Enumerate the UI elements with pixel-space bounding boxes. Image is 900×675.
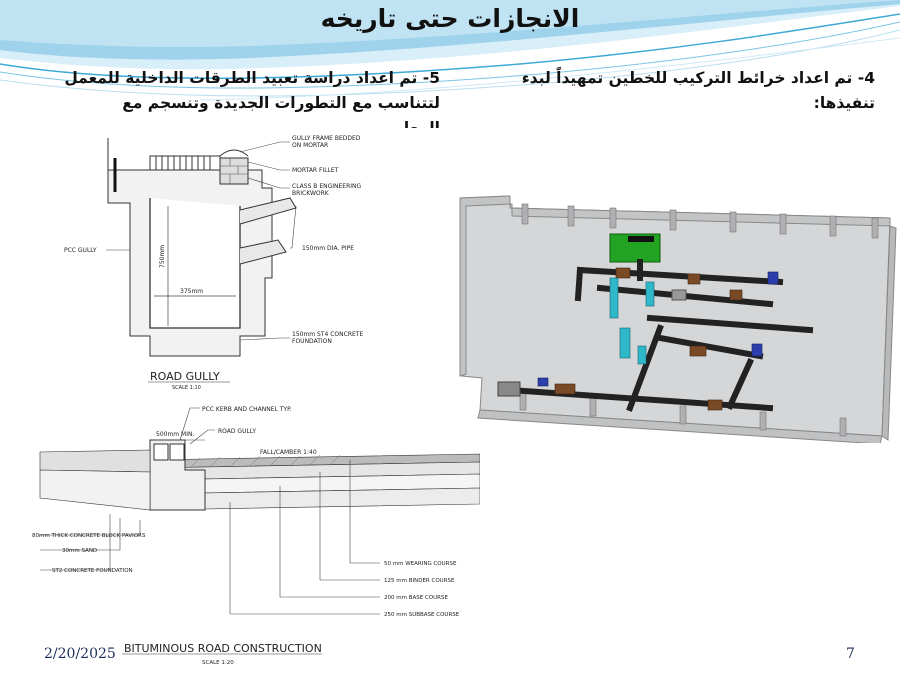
pcc-gully-label: PCC GULLY: [64, 247, 97, 254]
gully-frame-label-2: ON MORTAR: [292, 142, 329, 149]
sand-label: 30mm SAND: [62, 548, 98, 554]
road-gully-scale: SCALE 1:10: [172, 385, 201, 390]
kerb-label: PCC KERB AND CHANNEL TYP.: [202, 406, 292, 413]
item-4-line-2: تنفيذها:: [813, 94, 875, 112]
bituminous-road-title: BITUMINOUS ROAD CONSTRUCTION: [124, 642, 322, 655]
pavior-label: 80mm THICK CONCRETE BLOCK PAVIORS: [32, 533, 146, 539]
footer-page-number: 7: [846, 646, 855, 662]
fall-camber-label: FALL/CAMBER 1:40: [260, 449, 317, 456]
bituminous-road-scale: SCALE 1:20: [202, 660, 234, 666]
gully-width-dimension: 375mm: [180, 288, 204, 295]
gully-frame-label: GULLY FRAME BEDDED: [292, 135, 361, 142]
item-4-text: [480, 66, 875, 116]
class-b-label-2: BRICKWORK: [292, 190, 329, 197]
foundation-label-2: FOUNDATION: [292, 338, 332, 345]
binder-course-label: 125 mm BINDER COURSE: [384, 578, 455, 584]
bituminous-road-drawing: [20, 400, 480, 670]
min-500-label: 500mm MIN.: [156, 431, 195, 438]
foundation-label: 150mm ST4 CONCRETE: [292, 331, 364, 338]
road-gully-title: ROAD GULLY: [150, 370, 220, 383]
mortar-fillet-label: MORTAR FILLET: [292, 167, 339, 174]
road-gully-drawing: [40, 128, 440, 390]
footer-date: 2/20/2025: [44, 646, 116, 662]
pipe-label: 150mm DIA. PIPE: [302, 245, 355, 252]
subbase-course-label: 250 mm SUBBASE COURSE: [384, 612, 460, 618]
item-5-line-1: 5- تم اعداد دراسة تعبيد الطرقات الداخلية للمعمل: [64, 69, 440, 87]
st2-label: ST2 CONCRETE FOUNDATION: [52, 568, 133, 574]
installation-3d-model: [450, 178, 900, 443]
item-5-line-2: لتتناسب مع التطورات الجديدة وتنسجم مع: [122, 94, 440, 112]
class-b-label: CLASS B ENGINEERING: [292, 183, 362, 190]
road-gully-label: ROAD GULLY: [218, 428, 257, 435]
slide-title: الانجازات حتى تاريخه: [320, 4, 580, 33]
item-4-line-1: 4- تم اعداد خرائط التركيب للخطين تمهيداً لبدء: [521, 69, 875, 87]
base-course-label: 200 mm BASE COURSE: [384, 595, 448, 601]
wearing-course-label: 50 mm WEARING COURSE: [384, 561, 457, 567]
gully-depth-dimension: 750mm: [159, 244, 166, 268]
